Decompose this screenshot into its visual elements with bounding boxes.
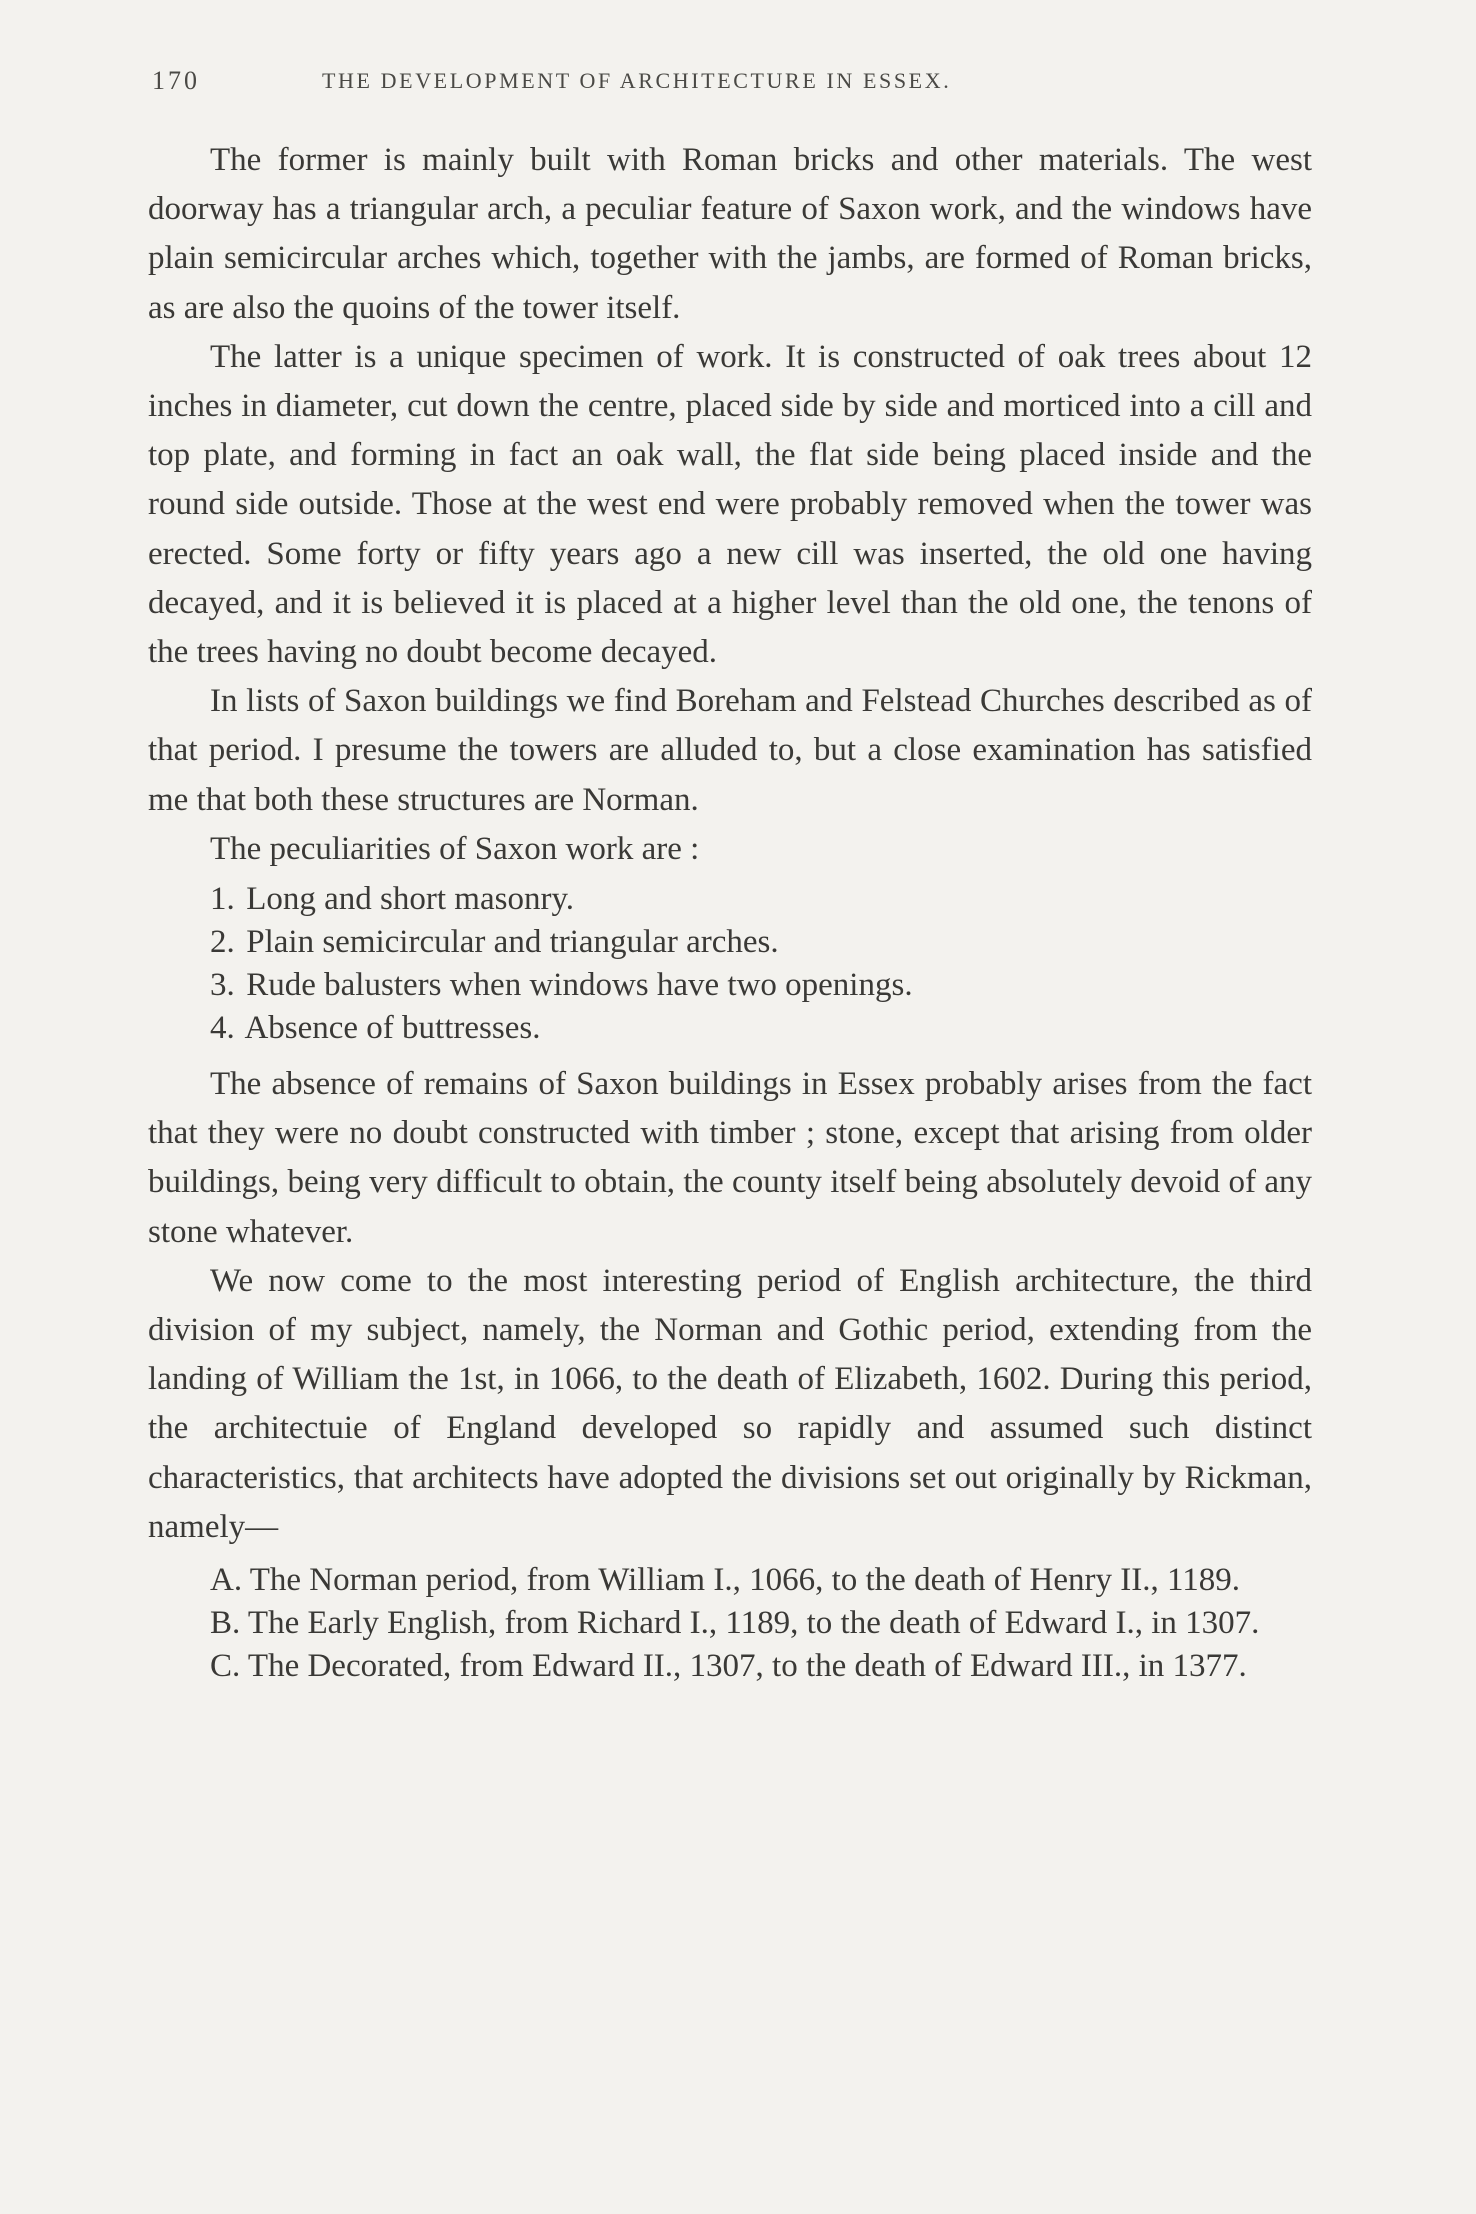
- list-item-number: 3.: [210, 967, 235, 1004]
- period-norman: A. The Norman period, from William I., 1066, to the death of Henry II., 1189.: [210, 1562, 1240, 1599]
- saxon-peculiarities-list: [148, 878, 1312, 1050]
- paragraph-norman-gothic: We now come to the most interesting period of English architecture, the third division of my subject, namely, the Norman and Gothic period, extending from the landing of William the 1st, in 1066, to the death of Elizabeth, 1602. During this period, the architectuie of England developed so rapidly and assumed such distinct characteristics, that architects have adopted the divisions set out originally by Rickman, namely—: [148, 1262, 1312, 1545]
- period-decorated: C. The Decorated, from Edward II., 1307, to the death of Edward III., in 1377.: [210, 1648, 1247, 1685]
- list-item-text: Plain semicircular and triangular arches.: [246, 924, 779, 961]
- paragraph-latter: The latter is a unique specimen of work. It is constructed of oak trees about 12 inches in diameter, cut down the centre, placed side by side and morticed into a cill and top plate, and forming in fact an oak wall, the flat side being placed inside and the round side outside. Those at the west end were probably removed when the tower was erected. Some forty or fifty years ago a new cill was inserted, the old one having decayed, and it is believed it is placed at a higher level than the old one, the tenons of the trees having no doubt become decayed.: [148, 338, 1312, 671]
- list-item: [148, 1007, 1312, 1050]
- period-divisions: [148, 1560, 1312, 1687]
- running-title: THE DEVELOPMENT OF ARCHITECTURE IN ESSEX.: [322, 68, 952, 93]
- list-item-text: Absence of buttresses.: [244, 1010, 541, 1047]
- page-header: [152, 66, 1322, 102]
- list-item: [148, 878, 1312, 921]
- page-number: 170: [152, 66, 200, 95]
- list-item-text: Rude balusters when windows have two openings.: [246, 967, 913, 1004]
- period-early-english: B. The Early English, from Richard I., 1189, to the death of Edward I., in 1307.: [210, 1605, 1260, 1642]
- list-item: [148, 921, 1312, 964]
- paragraph-former: The former is mainly built with Roman bricks and other materials. The west doorway has a triangular arch, a peculiar feature of Saxon work, and the windows have plain semicircular arches which, together with the jambs, are formed of Roman bricks, as are also the quoins of the tower itself.: [148, 142, 1312, 326]
- list-item-number: 2.: [210, 924, 235, 961]
- list-item-text: Long and short masonry.: [246, 881, 575, 918]
- list-item-number: 1.: [210, 881, 235, 918]
- paragraph-saxon-lists: In lists of Saxon buildings we find Boreham and Felstead Churches described as of that period. I presume the towers are alluded to, but a close examination has satisfied me that both these structures are Norman.: [148, 683, 1312, 818]
- list-item: [148, 964, 1312, 1007]
- paragraph-absence-of-remains: The absence of remains of Saxon buildings in Essex probably arises from the fact that they were no doubt constructed with timber ; stone, except that arising from older buildings, being very difficult to obtain, the county itself being absolutely devoid of any stone whatever.: [148, 1066, 1312, 1250]
- body-text: [148, 136, 1312, 1689]
- list-item-number: 4.: [210, 1010, 235, 1047]
- paragraph-peculiarities-intro: The peculiarities of Saxon work are :: [210, 830, 700, 867]
